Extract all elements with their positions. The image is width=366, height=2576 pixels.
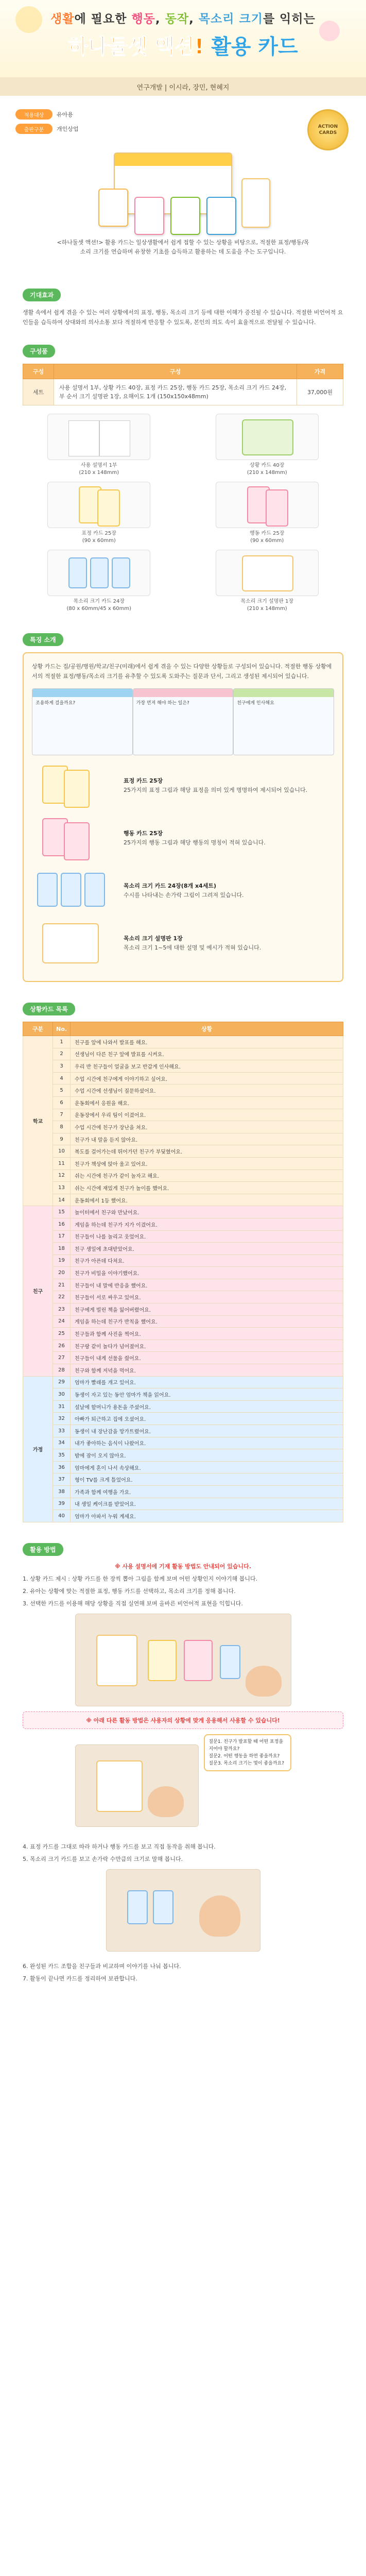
meta-value: 개인상업 bbox=[57, 126, 79, 132]
manual-image bbox=[47, 414, 150, 460]
card-sample bbox=[98, 189, 128, 227]
situation-cell: 설날에 할머니가 용돈을 주셨어요. bbox=[71, 1400, 343, 1413]
feature-item: 목소리 크기 카드 24장(8개 x4세트) 수시를 나타내는 손가락 그림이 그려져 있습니다. bbox=[32, 868, 334, 914]
number-cell: 32 bbox=[53, 1413, 71, 1425]
number-cell: 22 bbox=[53, 1291, 71, 1303]
section-method bbox=[0, 1543, 366, 1984]
table-row bbox=[23, 1510, 343, 1522]
table-row bbox=[23, 1437, 343, 1449]
situation-cell: 게임을 하는데 친구가 지가 이겼어요. bbox=[71, 1218, 343, 1230]
screen-preview: 조용하게 걸을까요? bbox=[32, 688, 133, 755]
situation-cell: 친구들이 내게 선물을 줬어요. bbox=[71, 1352, 343, 1364]
card-sample bbox=[170, 197, 200, 235]
number-cell: 21 bbox=[53, 1279, 71, 1291]
number-cell: 26 bbox=[53, 1340, 71, 1352]
situation-cell: 선생님이 다른 친구 앞에 발표를 시켜요. bbox=[71, 1048, 343, 1060]
number-cell: 20 bbox=[53, 1267, 71, 1279]
component-item: 행동 카드 25장 (90 x 60mm) bbox=[191, 482, 344, 545]
table-row bbox=[23, 1121, 343, 1133]
component-gallery bbox=[23, 414, 343, 613]
situation-cell: 친구가 비밀을 이야기했어요. bbox=[71, 1267, 343, 1279]
number-cell: 35 bbox=[53, 1449, 71, 1462]
method-step: 1. 상황 카드 제시 : 상황 카드를 한 장씩 뽑아 그림을 함께 보며 어떤 상황인지 이야기해 봅니다. bbox=[23, 1575, 258, 1582]
decor-bubble-icon bbox=[15, 6, 42, 33]
situation-cell: 친구 생일에 초대받았어요. bbox=[71, 1243, 343, 1255]
intro-description: <하나둘셋 액션!> 활용 카드는 일상생활에서 쉽게 접할 수 있는 상황을 비탕으로, 적절한 표정/행동/목소리 크기를 연습하며 유창한 기초를 습득하고 활용하는 데 도움을 주는 도구입니다. bbox=[57, 239, 309, 255]
situation-cell: 수업 시간에 친구가 장난을 쳐요. bbox=[71, 1121, 343, 1133]
component-item: 사용 설명서 1부 (210 x 148mm) bbox=[23, 414, 176, 477]
situation-cell: 친구들이 내 말에 반응을 했어요. bbox=[71, 1279, 343, 1291]
number-cell: 3 bbox=[53, 1060, 71, 1073]
hand-icon bbox=[148, 1786, 184, 1817]
number-cell: 4 bbox=[53, 1072, 71, 1084]
group-cell: 친구 bbox=[23, 1206, 53, 1376]
table-row bbox=[23, 1206, 343, 1218]
method-step: 6. 완성된 카드 조합을 친구들과 비교하며 이야기를 나눠 봅니다. bbox=[23, 1962, 181, 1970]
number-cell: 28 bbox=[53, 1364, 71, 1377]
number-cell: 18 bbox=[53, 1243, 71, 1255]
table-row bbox=[23, 1291, 343, 1303]
situation-cell: 친구가 내 말을 듣지 않아요. bbox=[71, 1133, 343, 1145]
voice-card-image bbox=[47, 550, 150, 596]
hand-icon bbox=[199, 1895, 240, 1937]
situation-cell: 가족과 함께 여행을 가요. bbox=[71, 1485, 343, 1498]
feature-item: 행동 카드 25장 25가지의 행동 그림과 해당 행동의 명칭이 적혀 있습니다. bbox=[32, 815, 334, 861]
table-row bbox=[23, 1413, 343, 1425]
situation-cell: 밤에 잠이 오지 않아요. bbox=[71, 1449, 343, 1462]
table-header: 가격 bbox=[297, 364, 343, 379]
table-header: 상황 bbox=[71, 1022, 343, 1036]
number-cell: 31 bbox=[53, 1400, 71, 1413]
meta-label: 출판구분 bbox=[15, 124, 53, 134]
number-cell: 29 bbox=[53, 1376, 71, 1388]
situation-cell: 쉬는 시간에 친구가 같이 놀자고 해요. bbox=[71, 1170, 343, 1182]
component-item: 목소리 크기 카드 24장 (80 x 60mm/45 x 60mm) bbox=[23, 550, 176, 613]
situation-cell: 친구들과 함께 사진을 찍어요. bbox=[71, 1328, 343, 1340]
method-step: 7. 활동이 끝나면 카드를 정리하여 보관합니다. bbox=[23, 1975, 137, 1982]
number-cell: 34 bbox=[53, 1437, 71, 1449]
situation-cell: 친구들이 나를 놀리고 웃었어요. bbox=[71, 1230, 343, 1243]
meta-row-target bbox=[15, 109, 351, 120]
table-row bbox=[23, 1376, 343, 1388]
emotion-cards-image bbox=[32, 762, 114, 809]
table-row bbox=[23, 1133, 343, 1145]
situation-cell: 아빠가 퇴근하고 집에 오셨어요. bbox=[71, 1413, 343, 1425]
situation-cell: 친구가 책상에 앉아 울고 있어요. bbox=[71, 1157, 343, 1170]
table-row bbox=[23, 1218, 343, 1230]
number-cell: 16 bbox=[53, 1218, 71, 1230]
method-photo-3 bbox=[75, 1869, 291, 1957]
section-features bbox=[0, 633, 366, 982]
table-row bbox=[23, 1303, 343, 1316]
situation-cell: 수업 시간에 선생님이 질문하셨어요. bbox=[71, 1084, 343, 1097]
table-row bbox=[23, 1400, 343, 1413]
table-row bbox=[23, 1328, 343, 1340]
table-row bbox=[23, 1230, 343, 1243]
number-cell: 17 bbox=[53, 1230, 71, 1243]
section-text: 상황 카드는 집/공원/병원/학교/친구(미래)에서 쉽게 겪을 수 있는 다양한 상황들로 구성되어 있습니다. 적절한 행동 상황에서의 적절한 표정/행동/목소리 크기를 유추할 수 있도록 도와주는 질문과 단서, 그리고 생성된 제시되어 있습니다. bbox=[32, 663, 332, 680]
voice-board-image bbox=[32, 920, 114, 967]
screen-preview: 친구에게 인사해요 bbox=[233, 688, 334, 755]
table-row bbox=[23, 1340, 343, 1352]
number-cell: 10 bbox=[53, 1145, 71, 1158]
situation-cell: 친구들이 서로 싸우고 있어요. bbox=[71, 1291, 343, 1303]
number-cell: 24 bbox=[53, 1315, 71, 1328]
number-cell: 14 bbox=[53, 1194, 71, 1206]
table-row bbox=[23, 1072, 343, 1084]
number-cell: 23 bbox=[53, 1303, 71, 1316]
situation-cell: 내 생일 케이크를 받았어요. bbox=[71, 1498, 343, 1510]
speech-bubble: 질문1. 친구가 발표할 때 어떤 표정을 지어야 할까요? 질문2. 어떤 행동을 하면 좋을까요? 질문3. 목소리 크기는 몇이 좋을까요? bbox=[204, 1734, 291, 1771]
table-row bbox=[23, 1255, 343, 1267]
method-tip: ※ 아래 다른 활동 방법은 사용자의 상황에 맞게 응용해서 사용할 수 있습니다! bbox=[23, 1711, 343, 1729]
table-row bbox=[23, 1060, 343, 1073]
number-cell: 13 bbox=[53, 1182, 71, 1194]
situation-cell: 동생이 자고 있는 동안 엄마가 책을 읽어요. bbox=[71, 1388, 343, 1401]
situation-cell: 운동회에서 1등 했어요. bbox=[71, 1194, 343, 1206]
situation-cell: 친구를 앞에 나와서 발표를 해요. bbox=[71, 1036, 343, 1048]
award-medal-icon: ACTION CARDS bbox=[307, 109, 348, 150]
method-note: ※ 사용 설명서에 기재 활동 방법도 안내되어 있습니다. bbox=[115, 1563, 251, 1570]
meta-row-type bbox=[15, 124, 351, 134]
table-row bbox=[23, 1084, 343, 1097]
table-row bbox=[23, 1109, 343, 1121]
component-item: 목소리 크기 설명판 1장 (210 x 148mm) bbox=[191, 550, 344, 613]
meta-value: 유아용 bbox=[57, 111, 73, 118]
number-cell: 30 bbox=[53, 1388, 71, 1401]
table-row bbox=[23, 1182, 343, 1194]
feature-item: 목소리 크기 설명판 1장 목소리 크기 1~5에 대한 설명 및 예시가 적혀 있습니다. bbox=[32, 920, 334, 967]
table-row bbox=[23, 1048, 343, 1060]
table-row bbox=[23, 1388, 343, 1401]
number-cell: 33 bbox=[53, 1425, 71, 1437]
number-cell: 36 bbox=[53, 1461, 71, 1473]
hero-banner bbox=[0, 0, 366, 77]
situation-cell: 형이 TV를 크게 틀었어요. bbox=[71, 1473, 343, 1486]
table-row bbox=[23, 1096, 343, 1109]
situation-cell: 게임을 하는데 친구가 반칙을 했어요. bbox=[71, 1315, 343, 1328]
card-sample bbox=[241, 178, 270, 228]
section-title: 구성품 bbox=[23, 345, 55, 358]
situation-cell: 수업 시간에 친구에게 이야기하고 싶어요. bbox=[71, 1072, 343, 1084]
situation-cell: 엄마에게 혼이 나서 속상해요. bbox=[71, 1461, 343, 1473]
feature-item: 표정 카드 25장 25가지의 표정 그림과 해당 표정을 의미 있게 명명하여 제시되어 있습니다. bbox=[32, 762, 334, 809]
hand-icon bbox=[246, 1666, 282, 1697]
situation-cell: 친구랑 같이 놀다가 넘어졌어요. bbox=[71, 1340, 343, 1352]
number-cell: 19 bbox=[53, 1255, 71, 1267]
method-step: 2. 유아는 상황에 맞는 적절한 표정, 행동 카드를 선택하고, 목소리 크기를 정해 봅니다. bbox=[23, 1587, 236, 1595]
situation-cell: 쉬는 시간에 재밌게 친구가 놀이를 했어요. bbox=[71, 1182, 343, 1194]
table-row bbox=[23, 1364, 343, 1377]
component-item: 표정 카드 25장 (90 x 60mm) bbox=[23, 482, 176, 545]
action-cards-image bbox=[32, 815, 114, 861]
features-box bbox=[23, 652, 343, 982]
number-cell: 27 bbox=[53, 1352, 71, 1364]
table-row bbox=[23, 1157, 343, 1170]
situation-cell: 복도를 걸어가는데 뛰어가던 친구가 부딪혔어요. bbox=[71, 1145, 343, 1158]
composition-table bbox=[23, 364, 343, 405]
table-header: 구분 bbox=[23, 1022, 53, 1036]
situation-cell: 친구와 함께 저녁을 먹어요. bbox=[71, 1364, 343, 1377]
table-header: 구성 bbox=[54, 364, 297, 379]
table-row bbox=[23, 1352, 343, 1364]
product-showcase-image bbox=[93, 147, 273, 235]
number-cell: 7 bbox=[53, 1109, 71, 1121]
voice-cards-image bbox=[32, 868, 114, 914]
table-row bbox=[23, 1449, 343, 1462]
section-purpose bbox=[0, 289, 366, 327]
situation-cell: 운동장에서 우리 팀이 이겼어요. bbox=[71, 1109, 343, 1121]
situation-cell: 동생이 내 장난감을 망가트렸어요. bbox=[71, 1425, 343, 1437]
section-title: 기대효과 bbox=[23, 289, 61, 301]
number-cell: 6 bbox=[53, 1096, 71, 1109]
number-cell: 25 bbox=[53, 1328, 71, 1340]
number-cell: 40 bbox=[53, 1510, 71, 1522]
product-intro bbox=[0, 96, 366, 245]
number-cell: 39 bbox=[53, 1498, 71, 1510]
table-row bbox=[23, 1485, 343, 1498]
table-header: No. bbox=[53, 1022, 71, 1036]
emotion-card-image bbox=[47, 482, 150, 528]
situation-cell: 친구가 아픈데 다쳐요. bbox=[71, 1255, 343, 1267]
method-step: 4. 표정 카드를 그대로 따라 하거나 행동 카드를 보고 직접 동작을 취해 봅니다. bbox=[23, 1843, 216, 1850]
number-cell: 12 bbox=[53, 1170, 71, 1182]
situation-cell: 친구에게 빌린 책을 잃어버렸어요. bbox=[71, 1303, 343, 1316]
situation-cell: 엄마가 빨래를 개고 있어요. bbox=[71, 1376, 343, 1388]
authors-bar: 연구개발 | 이시라, 장민, 현혜지 bbox=[0, 77, 366, 96]
component-item: 상황 카드 40장 (210 x 148mm) bbox=[191, 414, 344, 477]
voice-board-image bbox=[216, 550, 319, 596]
table-row bbox=[23, 1425, 343, 1437]
table-row bbox=[23, 1194, 343, 1206]
card-sample bbox=[206, 197, 236, 235]
method-step: 3. 선택한 카드를 이용해 해당 상황을 직접 실연해 보며 올바른 비언어적 표현을 익힙니다. bbox=[23, 1600, 243, 1607]
table-row bbox=[23, 1243, 343, 1255]
table-row bbox=[23, 1036, 343, 1048]
table-row bbox=[23, 1461, 343, 1473]
number-cell: 38 bbox=[53, 1485, 71, 1498]
number-cell: 11 bbox=[53, 1157, 71, 1170]
meta-label: 적용대상 bbox=[15, 109, 53, 120]
situation-cell: 엄마가 아파서 누워 계세요. bbox=[71, 1510, 343, 1522]
number-cell: 37 bbox=[53, 1473, 71, 1486]
section-composition bbox=[0, 345, 366, 613]
situation-cell: 우리 반 친구들이 얼굴을 보고 반갑게 인사해요. bbox=[71, 1060, 343, 1073]
table-row bbox=[23, 1315, 343, 1328]
number-cell: 8 bbox=[53, 1121, 71, 1133]
number-cell: 5 bbox=[53, 1084, 71, 1097]
number-cell: 9 bbox=[53, 1133, 71, 1145]
table-row bbox=[23, 1473, 343, 1486]
situation-card-image bbox=[216, 414, 319, 460]
action-card-image bbox=[216, 482, 319, 528]
hero-title: 하나둘셋 액션! 활용 카드 bbox=[68, 35, 298, 59]
table-header: 구성 bbox=[23, 364, 54, 379]
table-row bbox=[23, 1498, 343, 1510]
table-row bbox=[23, 1170, 343, 1182]
card-sample bbox=[134, 197, 164, 235]
hero-subtitle: 생활에 필요한 행동, 동작, 목소리 크기를 익히는 bbox=[50, 12, 316, 26]
table-row bbox=[23, 1145, 343, 1158]
activity-table bbox=[23, 1022, 343, 1522]
situation-cell: 놀이터에서 친구와 만났어요. bbox=[71, 1206, 343, 1218]
method-photo-1 bbox=[75, 1614, 291, 1706]
table-row bbox=[23, 1267, 343, 1279]
screen-preview: 가장 먼저 해야 하는 일은? bbox=[133, 688, 234, 755]
decor-bubble-icon bbox=[319, 21, 340, 41]
section-title: 활용 방법 bbox=[23, 1543, 63, 1556]
feature-screens bbox=[32, 688, 334, 755]
group-cell: 가정 bbox=[23, 1376, 53, 1522]
section-text: 생활 속에서 쉽게 겪을 수 있는 여러 상황에서의 표정, 행동, 목소리 크기 등에 대한 이해가 증진될 수 있습니다. 적절한 비언어적 요인들을 습득하여 상대와의 의사소통 보다 적절하게 반응할 수 있도록, 본인의 의도 속이 효율적으로 전달될 수 있습니다. bbox=[23, 309, 343, 326]
section-title: 특징 소개 bbox=[23, 633, 63, 646]
number-cell: 1 bbox=[53, 1036, 71, 1048]
situation-cell: 운동회에서 응원을 해요. bbox=[71, 1096, 343, 1109]
group-cell: 학교 bbox=[23, 1036, 53, 1206]
section-activities bbox=[0, 1003, 366, 1522]
table-row bbox=[23, 1279, 343, 1291]
table-row: 세트 사용 설명서 1부, 상황 카드 40장, 표정 카드 25장, 행동 카드 25장, 목소리 크기 카드 24장, 부 순서 크기 설명판 1장, 요해이도 1개 (150x150x48mm) 37,000원 bbox=[23, 379, 343, 405]
situation-cell: 내가 좋아하는 음식이 나왔어요. bbox=[71, 1437, 343, 1449]
number-cell: 2 bbox=[53, 1048, 71, 1060]
method-photo-2 bbox=[75, 1734, 291, 1837]
section-title: 상황카드 목록 bbox=[23, 1003, 75, 1015]
number-cell: 15 bbox=[53, 1206, 71, 1218]
method-step: 5. 목소리 크기 카드를 보고 손가락 수만큼의 크기로 말해 봅니다. bbox=[23, 1855, 183, 1862]
